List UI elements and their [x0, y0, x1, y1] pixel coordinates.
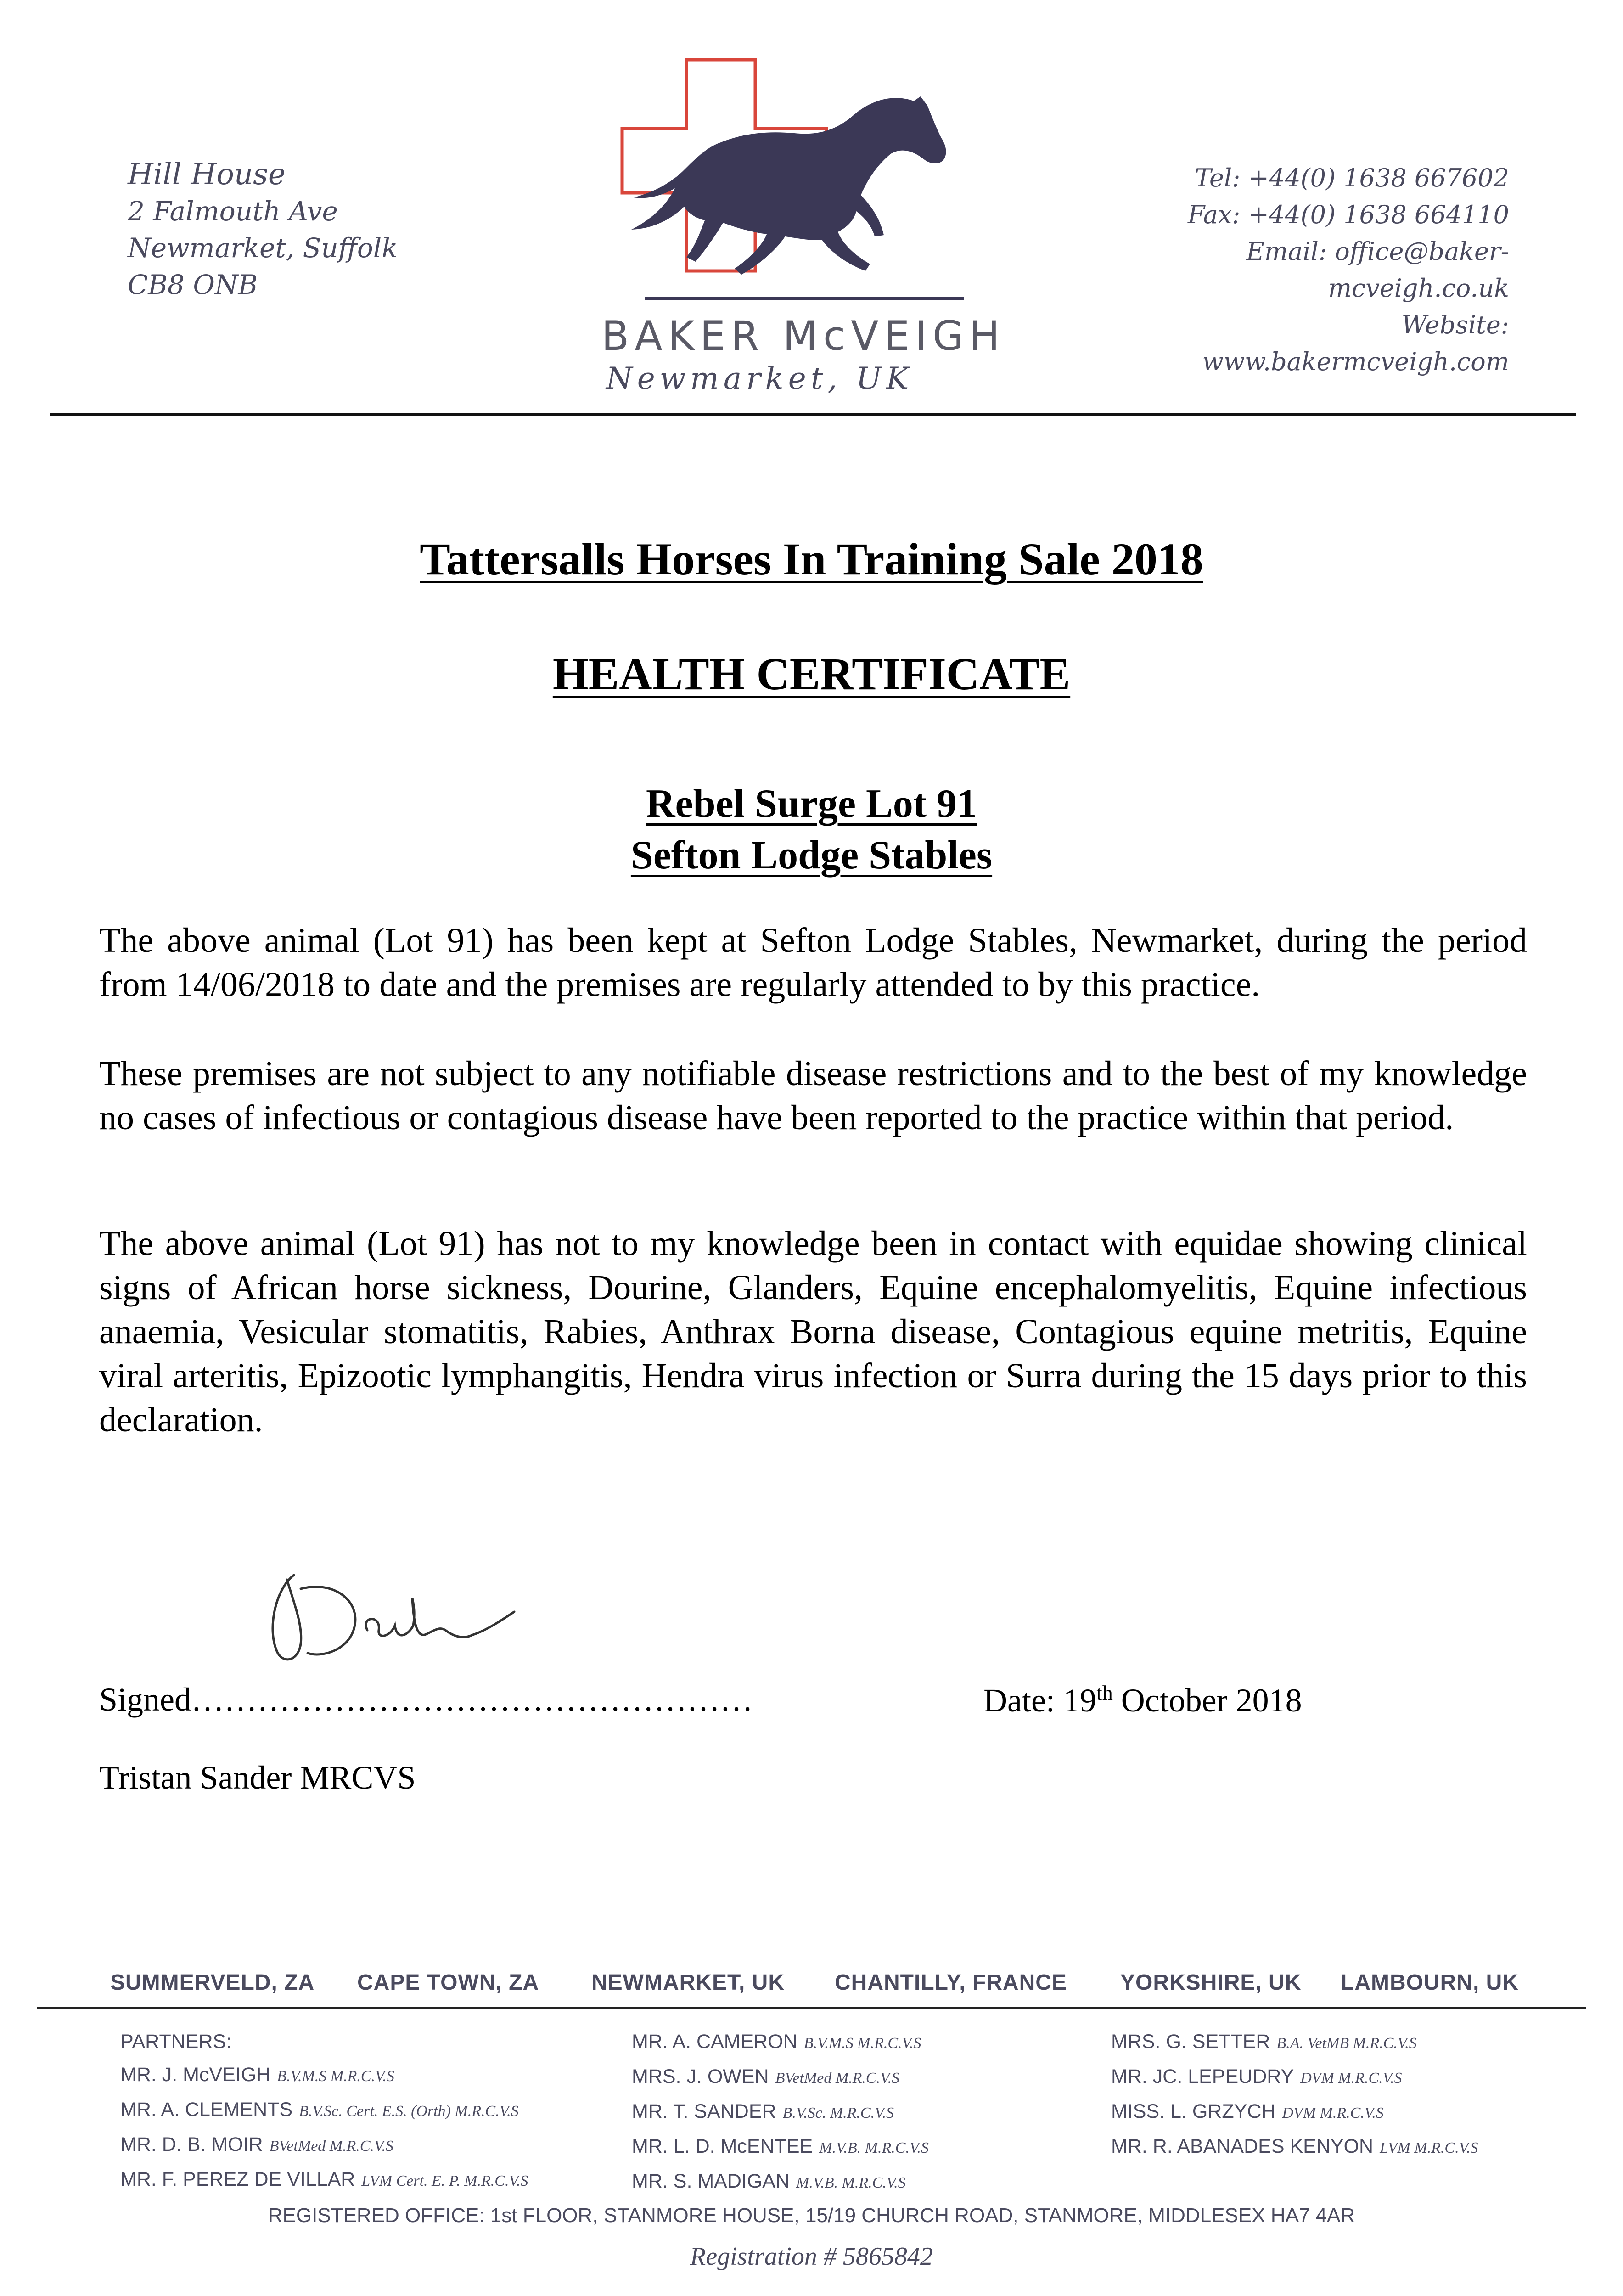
sale-title: Tattersalls Horses In Training Sale 2018 [420, 534, 1203, 585]
partner-entry: MR. R. ABANADES KENYON LVM M.R.C.V.S [1111, 2135, 1478, 2157]
stable-line: Sefton Lodge Stables [630, 833, 993, 878]
address-line: 2 Falmouth Ave [128, 196, 338, 227]
paragraph-disease-declaration: The above animal (Lot 91) has not to my knowledge been in contact with equidae showing clinical signs of African horse sickness, Dourine, Glanders, Equine encephalomyelitis, Equine infectious anaemia, Vesicular stomatitis, Rabies, Anthrax Borna disease, Contagious equine metritis, Equine viral arteritis, Epizootic lymphangitis, Hendra virus infection or Surra during the 15 days prior to this declaration. [99, 1224, 1527, 1439]
office-location: SUMMERVELD, ZA [110, 1970, 315, 1995]
paragraph-premises-kept: The above animal (Lot 91) has been kept at Sefton Lodge Stables, Newmarket, during the period from 14/06/2018 to date and the premises are regularly attended to by this practice. [99, 921, 1527, 1004]
brand-name: BAKER McVEIGH [601, 312, 1005, 360]
partner-entry: MR. J. McVEIGH B.V.M.S M.R.C.V.S [120, 2064, 394, 2086]
office-location: NEWMARKET, UK [591, 1970, 785, 1995]
brand-location: Newmarket, UK [606, 361, 914, 396]
signatory-name: Tristan Sander MRCVS [99, 1759, 416, 1796]
partner-entry: MISS. L. GRZYCH DVM M.R.C.V.S [1111, 2100, 1384, 2122]
office-location: CHANTILLY, FRANCE [835, 1970, 1067, 1995]
office-location: CAPE TOWN, ZA [357, 1970, 539, 1995]
signed-line: Signed…………………………………………… [99, 1681, 753, 1718]
partner-entry: MR. F. PEREZ DE VILLAR LVM Cert. E. P. M.R.C.V.S [120, 2168, 528, 2190]
horse-cross-logo-icon [597, 55, 1010, 312]
partners-column [120, 2025, 528, 2198]
partner-entry: MR. JC. LEPEUDRY DVM M.R.C.V.S [1111, 2065, 1402, 2088]
handwritten-signature [257, 1561, 523, 1681]
office-location: LAMBOURN, UK [1341, 1970, 1519, 1995]
partners-column [1111, 2025, 1478, 2165]
horse-lot-line: Rebel Surge Lot 91 [646, 782, 977, 826]
certificate-title: HEALTH CERTIFICATE [552, 648, 1071, 699]
office-location: YORKSHIRE, UK [1120, 1970, 1302, 1995]
partner-entry: MR. D. B. MOIR BVetMed M.R.C.V.S [120, 2133, 393, 2155]
partners-heading: PARTNERS: [120, 2031, 232, 2053]
partner-entry: MR. S. MADIGAN M.V.B. M.R.C.V.S [632, 2170, 906, 2192]
footer-divider [37, 2007, 1586, 2009]
contact-line: Email: office@baker-mcveigh.co.uk [1246, 237, 1509, 303]
header-divider [50, 413, 1576, 416]
partner-entry: MR. A. CLEMENTS B.V.Sc. Cert. E.S. (Orth) M.R.C.V.S [120, 2099, 519, 2121]
registered-office: REGISTERED OFFICE: 1st FLOOR, STANMORE HOUSE, 15/19 CHURCH ROAD, STANMORE, MIDDLESEX HA7 4AR [268, 2204, 1355, 2227]
certificate-date: Date: 19th October 2018 [983, 1681, 1302, 1719]
partners-column [632, 2025, 929, 2200]
address-line: Hill House [128, 158, 286, 191]
practice-address [128, 156, 398, 303]
contact-line: Fax: +44(0) 1638 664110 [1187, 200, 1509, 229]
address-line: Newmarket, Suffolk [128, 232, 398, 264]
partner-entry: MR. L. D. McENTEE M.V.B. M.R.C.V.S [632, 2135, 929, 2157]
contact-line: Website: www.bakermcveigh.com [1202, 310, 1509, 376]
partner-entry: MRS. G. SETTER B.A. VetMB M.R.C.V.S [1111, 2031, 1417, 2053]
practice-contact [1096, 160, 1509, 380]
partner-entry: MRS. J. OWEN BVetMed M.R.C.V.S [632, 2065, 899, 2088]
partner-entry: MR. A. CAMERON B.V.M.S M.R.C.V.S [632, 2031, 921, 2053]
partner-entry: MR. T. SANDER B.V.Sc. M.R.C.V.S [632, 2100, 894, 2122]
paragraph-no-restrictions: These premises are not subject to any notifiable disease restrictions and to the best of my knowledge no cases of infectious or contagious disease have been reported to the practice within that period. [99, 1054, 1527, 1137]
contact-line: Tel: +44(0) 1638 667602 [1195, 163, 1509, 192]
address-line: CB8 ONB [128, 269, 258, 300]
registration-number: Registration # 5865842 [690, 2242, 933, 2271]
